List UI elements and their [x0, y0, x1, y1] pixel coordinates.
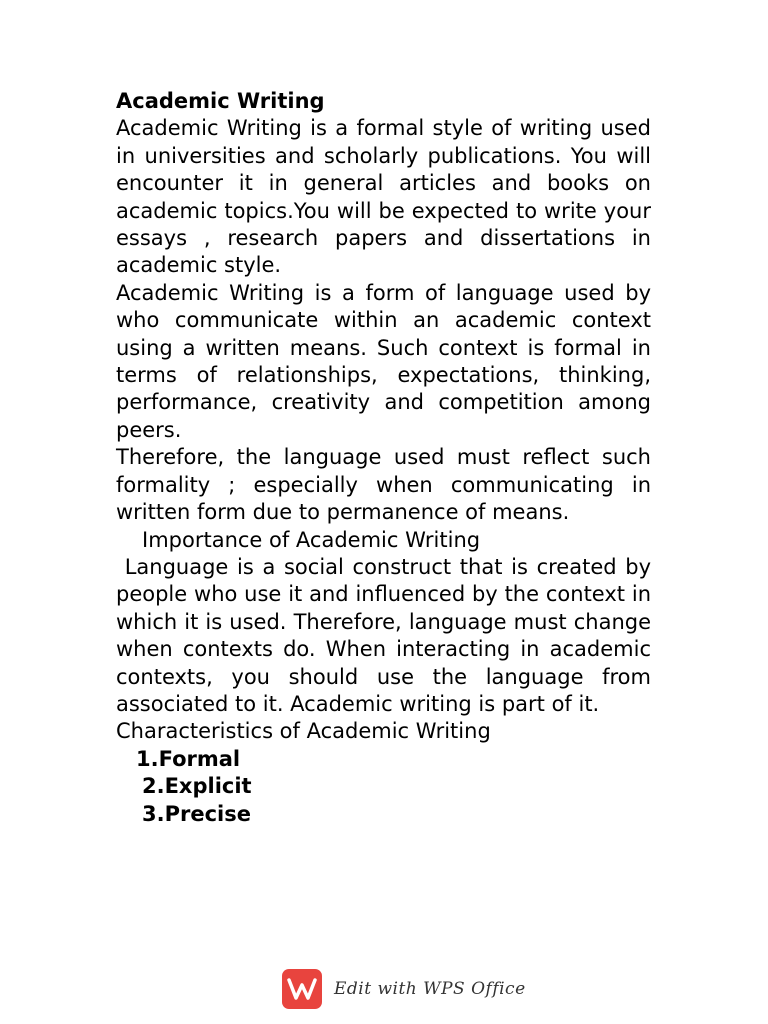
wps-w-glyph-icon — [287, 976, 317, 1002]
list-item-explicit: 2.Explicit — [142, 774, 252, 799]
document-title: Academic Writing — [116, 89, 325, 113]
importance-paragraph-text: Language is a social construct that is created by people who use it and influenced by the context in which it is used. Therefore, language must change when contexts do. When interacting in academic contexts, you should use the language from associated to it. Academic writing is part of it. — [116, 554, 652, 716]
wps-logo-icon — [282, 969, 322, 1009]
wps-watermark[interactable] — [282, 968, 526, 1010]
paragraph-context: Academic Writing is a form of language used by who communicate within an academic context using a written means. Such context is formal in terms of relationships, expectations, thinking, performance, creativity and competition among peers. — [116, 280, 651, 442]
document-body — [116, 88, 651, 828]
list-item-precise: 3.Precise — [142, 801, 251, 826]
characteristics-heading: Characteristics of Academic Writing — [116, 719, 491, 744]
wps-watermark-text: Edit with WPS Office — [334, 979, 526, 999]
characteristics-list — [116, 746, 651, 828]
paragraph-definition: Academic Writing is a formal style of writing used in universities and scholarly publications. You will encounter it in general articles and books on academic topics.You will be expected to write your essays , research papers and dissertations in academic style. — [116, 116, 651, 278]
importance-heading: Importance of Academic Writing — [142, 527, 481, 552]
paragraph-formality: Therefore, the language used must reflect such formality ; especially when communicating in written form due to permanence of means. — [116, 445, 651, 525]
importance-paragraph — [116, 554, 651, 718]
list-item-formal: 1.Formal — [136, 746, 241, 771]
